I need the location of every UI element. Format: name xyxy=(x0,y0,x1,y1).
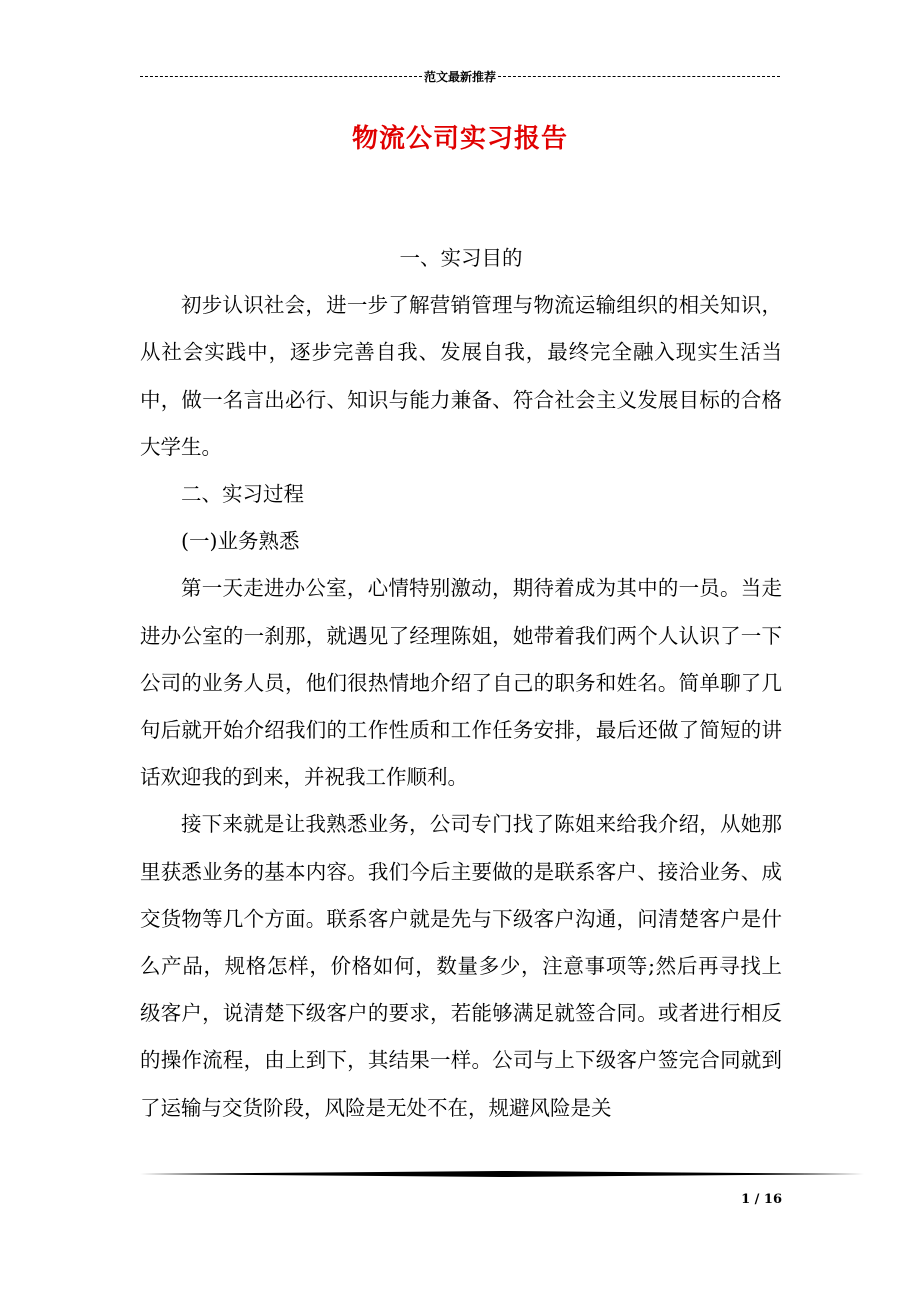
section-heading-process: 二、实习过程 xyxy=(181,482,304,507)
header-dash-right xyxy=(498,76,780,77)
subsection-heading: (一)业务熟悉 xyxy=(181,529,300,554)
paragraph: 第一天走进办公室，心情特别激动，期待着成为其中的一员。当走进办公室的一刹那，就遇见了经理陈姐，她带着我们两个人认识了一下公司的业务人员，他们很热情地介绍了自己的职务和姓名。简单聊了几句后就开始介绍我们的工作性质和工作任务安排，最后还做了简短的讲话欢迎我的到来，并祝我工作顺利。 xyxy=(140,576,782,790)
document-body xyxy=(140,235,782,1132)
paragraph: 初步认识社会，进一步了解营销管理与物流运输组织的相关知识，从社会实践中，逐步完善自我、发展自我，最终完全融入现实生活当中，做一名言出必行、知识与能力兼备、符合社会主义发展目标的合格大学生。 xyxy=(140,293,782,459)
footer-rule xyxy=(140,1171,864,1177)
page-header xyxy=(140,68,780,84)
document-title: 物流公司实习报告 xyxy=(351,124,568,154)
paragraph: 接下来就是让我熟悉业务，公司专门找了陈姐来给我介绍，从她那里获悉业务的基本内容。我们今后主要做的是联系客户、接洽业务、成交货物等几个方面。联系客户就是先与下级客户沟通，问清楚客户是什么产品，规格怎样，价格如何，数量多少，注意事项等;然后再寻找上级客户，说清楚下级客户的要求，若能够满足就签合同。或者进行相反的操作流程，由上到下，其结果一样。公司与上下级客户签完合同就到了运输与交货阶段，风险是无处不在，规避风险是关 xyxy=(140,812,782,1120)
section-heading: 一、实习目的 xyxy=(399,246,523,270)
page-number: 1 / 16 xyxy=(741,1192,782,1207)
header-dash-left xyxy=(140,76,422,77)
header-text: 范文最新推荐 xyxy=(424,69,497,84)
